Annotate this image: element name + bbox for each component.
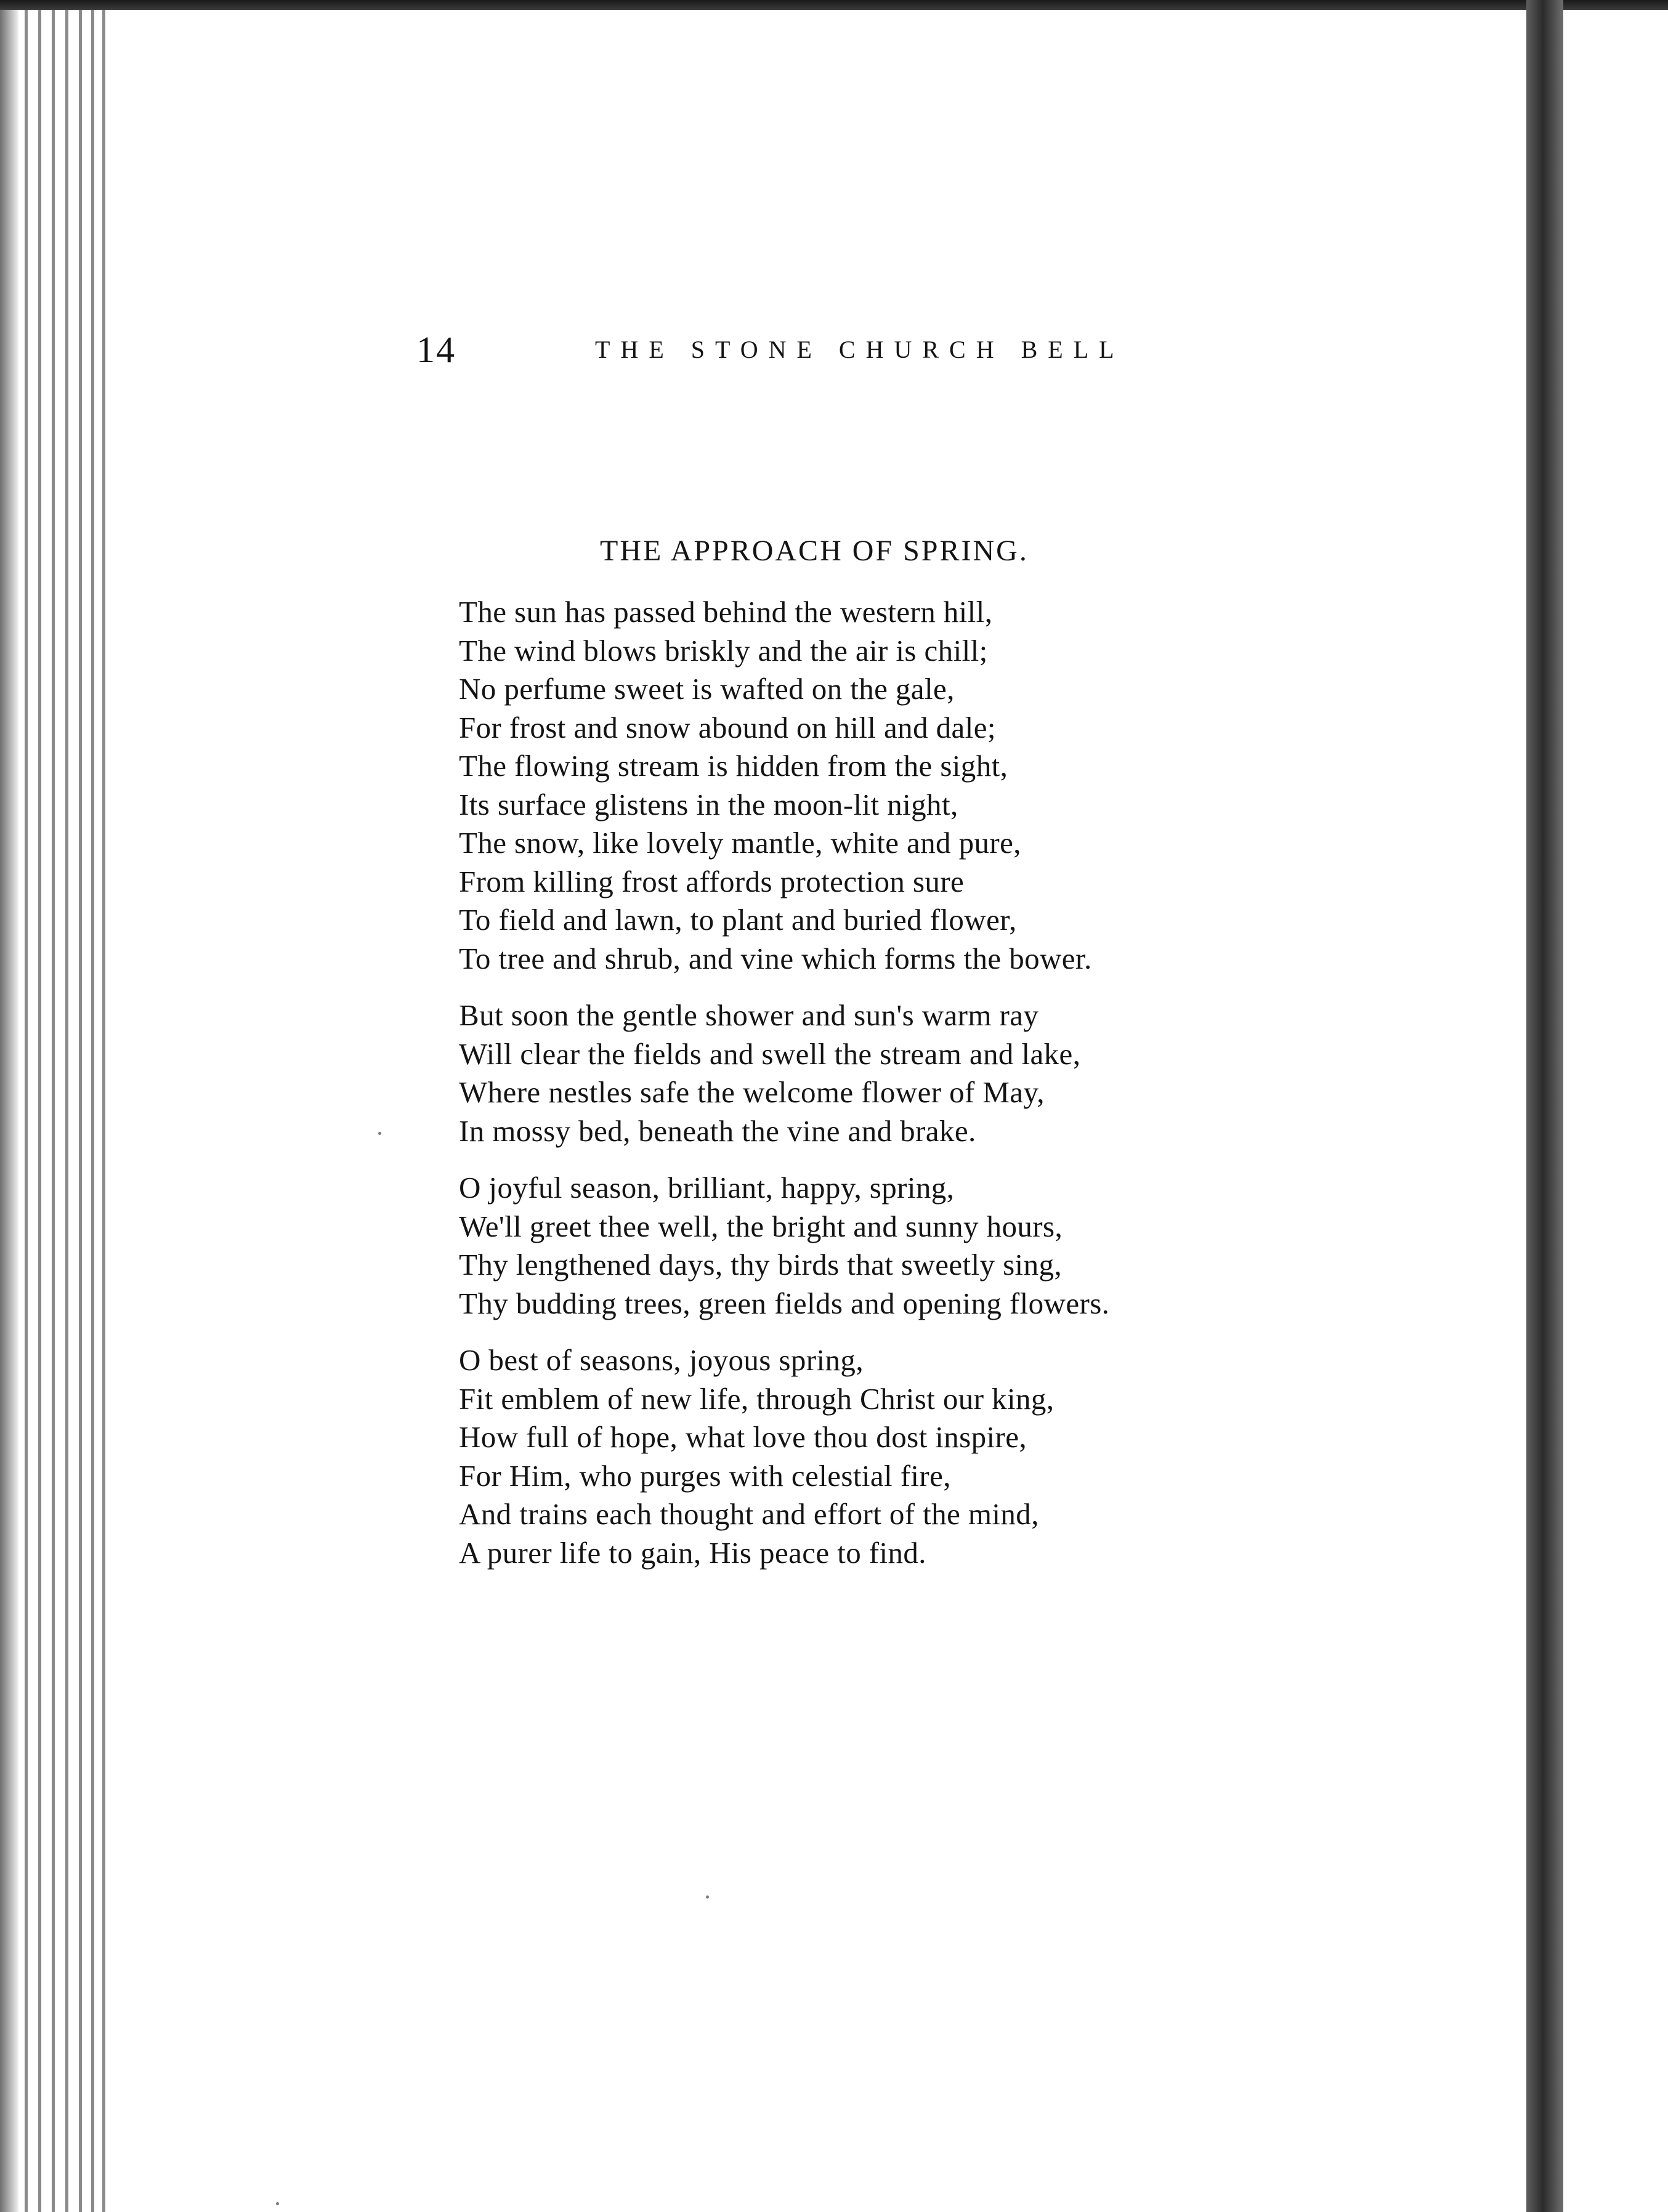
running-title: THE STONE CHURCH BELL — [595, 336, 1125, 363]
poem-line: The flowing stream is hidden from the sight, — [459, 749, 1008, 783]
poem-line: We'll greet thee well, the bright and sunny hours, — [459, 1209, 1063, 1243]
poem-line: For frost and snow abound on hill and dale; — [459, 710, 996, 745]
paper-speck — [706, 1895, 709, 1899]
page-edge — [52, 10, 55, 2212]
poem-line: From killing frost affords protection sure — [459, 864, 965, 898]
page-stack-edges — [0, 10, 108, 2212]
poem-line: O best of seasons, joyous spring, — [459, 1343, 864, 1377]
page-edge — [25, 10, 28, 2212]
poem-line: Where nestles safe the welcome flower of May, — [459, 1075, 1045, 1109]
poem-title: THE APPROACH OF SPRING. — [600, 535, 1029, 567]
page-number: 14 — [416, 329, 456, 370]
poem-line: To field and lawn, to plant and buried flower, — [459, 903, 1017, 937]
poem-line: O joyful season, brilliant, happy, spring, — [459, 1171, 955, 1205]
poem-body — [459, 593, 1321, 1572]
scan-top-edge — [0, 0, 1668, 10]
poem-line: How full of hope, what love thou dost inspire, — [459, 1420, 1027, 1454]
page-edge — [102, 10, 105, 2212]
stanza — [459, 996, 1321, 1150]
page-edge — [38, 10, 41, 2212]
stanza — [459, 1341, 1321, 1572]
poem-line: Thy budding trees, green fields and opening flowers. — [459, 1286, 1110, 1320]
poem-line: And trains each thought and effort of the mind, — [459, 1497, 1039, 1531]
poem-line: The sun has passed behind the western hill, — [459, 595, 993, 629]
poem-line: A purer life to gain, His peace to find. — [459, 1535, 926, 1570]
book-gutter — [1526, 0, 1563, 2212]
stanza — [459, 593, 1321, 978]
page-edge — [79, 10, 82, 2212]
poem-line: In mossy bed, beneath the vine and brake. — [459, 1113, 976, 1148]
page-stack-shadow — [0, 10, 18, 2212]
poem-line: For Him, who purges with celestial fire, — [459, 1458, 951, 1493]
facing-page-edge — [1563, 10, 1668, 2212]
poem-line: The wind blows briskly and the air is chill; — [459, 633, 988, 668]
stanza — [459, 1169, 1321, 1323]
page-edge — [91, 10, 94, 2212]
poem-line: The snow, like lovely mantle, white and pure, — [459, 826, 1021, 860]
poem-line: To tree and shrub, and vine which forms the bower. — [459, 941, 1092, 975]
poem-line: Fit emblem of new life, through Christ our king, — [459, 1381, 1055, 1416]
running-head — [416, 325, 1143, 374]
page-edge — [65, 10, 68, 2212]
poem-line: No perfume sweet is wafted on the gale, — [459, 672, 955, 706]
poem-line: But soon the gentle shower and sun's warm ray — [459, 998, 1039, 1032]
poem-line: Will clear the fields and swell the stream and lake, — [459, 1036, 1081, 1071]
paper-speck — [276, 2202, 279, 2205]
paper-speck — [378, 1132, 381, 1135]
poem-line: Thy lengthened days, thy birds that sweetly sing, — [459, 1248, 1063, 1282]
poem-line: Its surface glistens in the moon-lit night, — [459, 787, 958, 821]
